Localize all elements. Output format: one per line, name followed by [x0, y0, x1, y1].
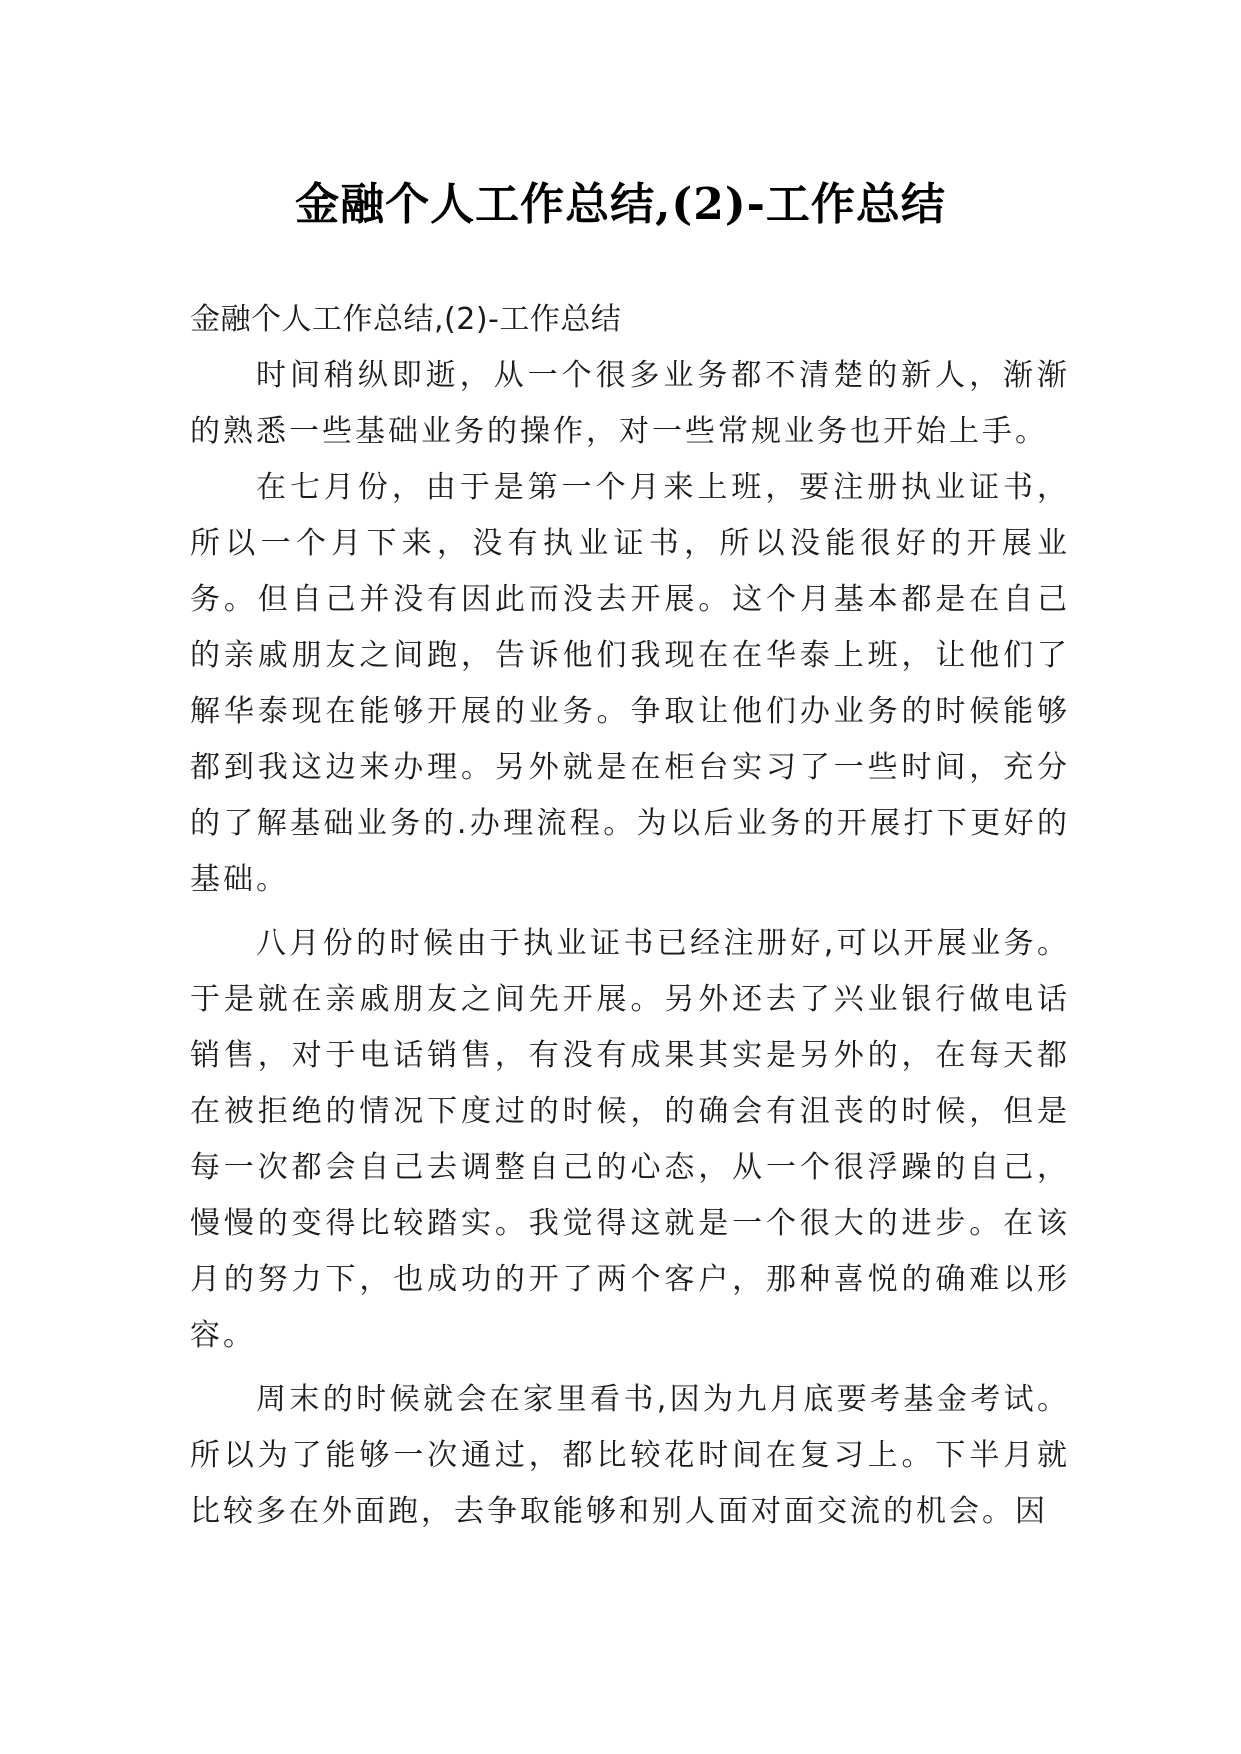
paragraph-2: 在七月份，由于是第一个月来上班，要注册执业证书，所以一个月下来，没有执业证书，所以没能很好的开展业务。但自己并没有因此而没去开展。这个月基本都是在自己的亲戚朋友之间跑，告诉他们我现在在华泰上班，让他们了解华泰现在能够开展的业务。争取让他们办业务的时候能够都到我这边来办理。另外就是在柜台实习了一些时间，充分的了解基础业务的.办理流程。为以后业务的开展打下更好的基础。 — [190, 470, 1070, 897]
paragraph-1: 时间稍纵即逝，从一个很多业务都不清楚的新人，渐渐的熟悉一些基础业务的操作，对一些常规业务也开始上手。 — [190, 358, 1070, 449]
paragraph-4: 周末的时候就会在家里看书,因为九月底要考基金考试。所以为了能够一次通过，都比较花时间在复习上。下半月就比较多在外面跑，去争取能够和别人面对面交流的机会。因 — [190, 1382, 1070, 1529]
document-title: 金融个人工作总结,(2)-工作总结 — [295, 179, 946, 231]
document-body — [190, 292, 1070, 1540]
paragraph-3: 八月份的时候由于执业证书已经注册好,可以开展业务。于是就在亲戚朋友之间先开展。另外还去了兴业银行做电话销售，对于电话销售，有没有成果其实是另外的，在每天都在被拒绝的情况下度过的时候，的确会有沮丧的时候，但是每一次都会自己去调整自己的心态，从一个很浮躁的自己，慢慢的变得比较踏实。我觉得这就是一个很大的进步。在该月的努力下，也成功的开了两个客户，那种喜悦的确难以形容。 — [190, 926, 1070, 1353]
document-subtitle: 金融个人工作总结,(2)-工作总结 — [190, 302, 622, 337]
